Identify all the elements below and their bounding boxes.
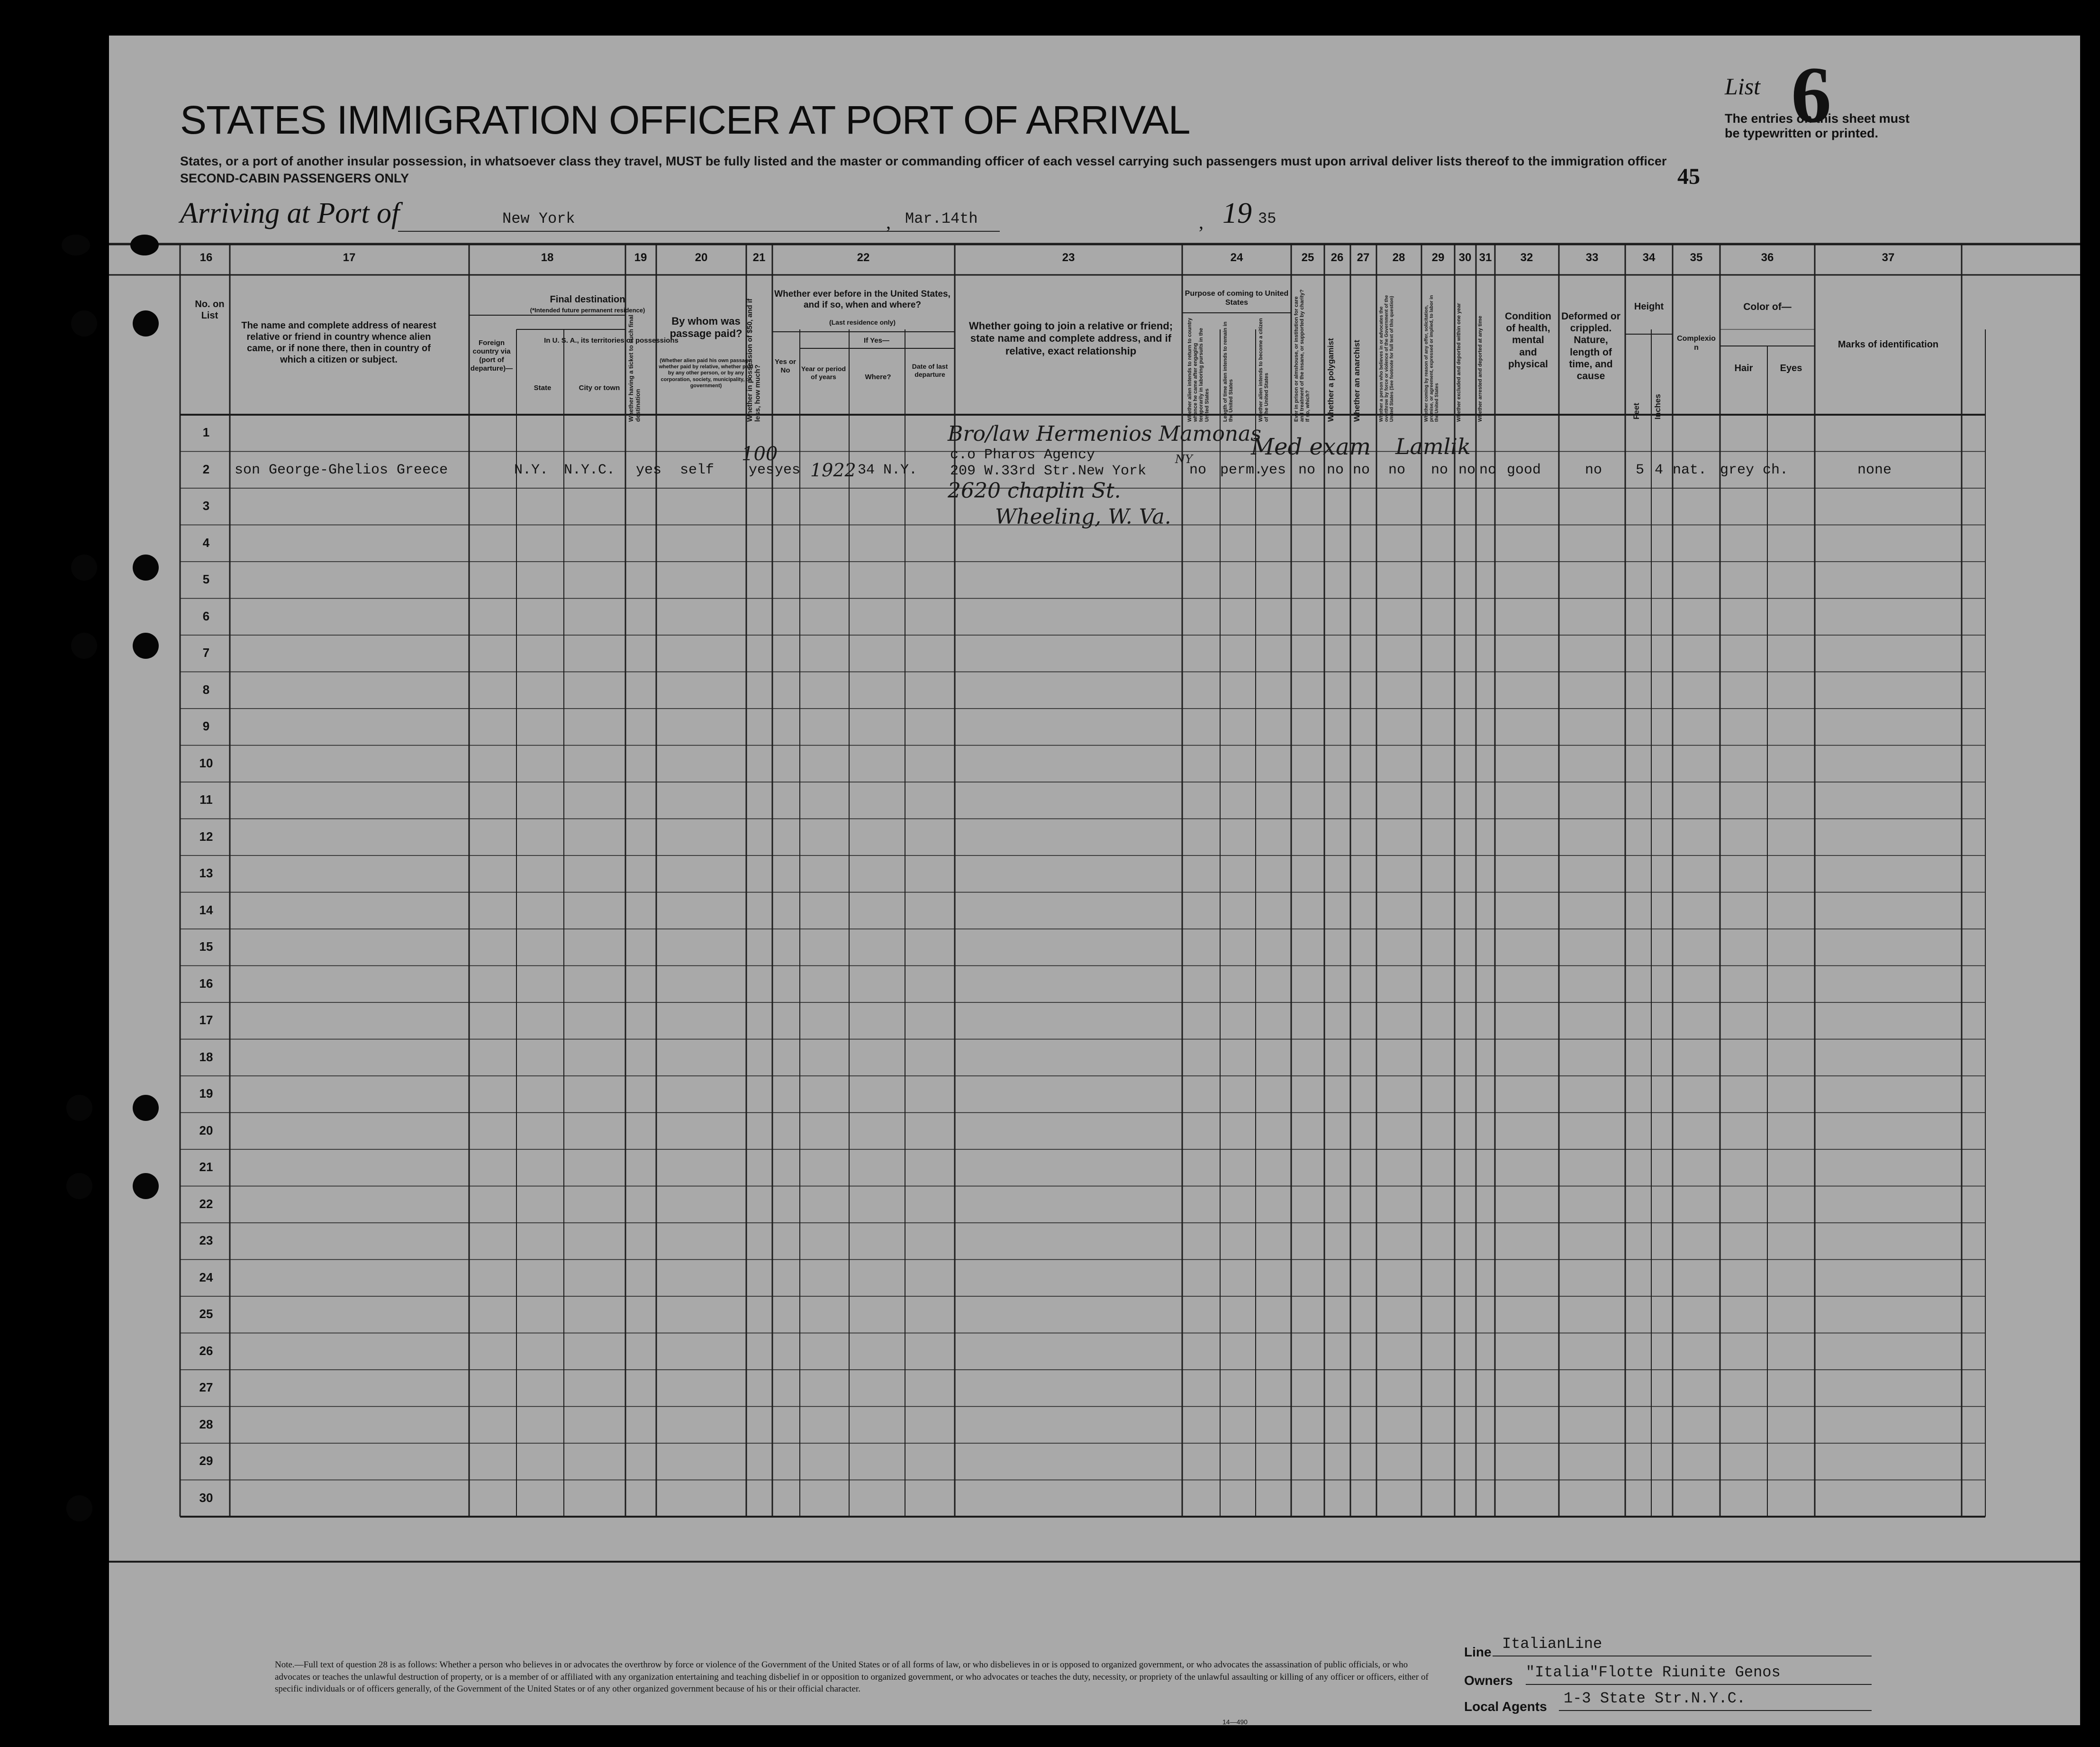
punch-hole (71, 555, 97, 581)
entry-passage-paid: self (680, 462, 715, 478)
entry-polygamist: no (1327, 462, 1344, 478)
entry-ticket: yes (636, 462, 662, 478)
header-c26: Whether a polygamist (1326, 338, 1335, 422)
row-number: 24 (199, 1270, 213, 1284)
header-c22-where: Where? (865, 373, 891, 381)
row-number: 8 (202, 682, 210, 697)
agents-value: 1-3 State Str.N.Y.C. (1564, 1690, 1746, 1707)
column-number: 20 (695, 251, 708, 264)
list-number: 6 (1791, 50, 1831, 139)
entry-deported: no (1479, 462, 1497, 478)
line-value: ItalianLine (1502, 1635, 1602, 1653)
row-number: 4 (202, 535, 210, 550)
column-number: 19 (634, 251, 647, 264)
entry-join-hand3: Wheeling, W. Va. (995, 505, 1171, 529)
header-c36-eyes: Eyes (1780, 363, 1802, 373)
column-number: 34 (1642, 251, 1656, 264)
row-number: 10 (199, 755, 213, 770)
header-c22-sub: (Last residence only) (829, 318, 896, 326)
list-note-line2: be typewritten or printed. (1725, 126, 1879, 141)
punch-hole (66, 1495, 92, 1521)
header-c32: Condition of health, mental and physical (1505, 311, 1551, 370)
header-c36: Color of— (1743, 301, 1792, 312)
row-number: 19 (199, 1086, 213, 1101)
row-number: 20 (199, 1123, 213, 1137)
header-c18-top: Final destination (550, 294, 625, 305)
row-number: 2 (202, 462, 210, 476)
column-number: 23 (1062, 251, 1075, 264)
header-c22-ifyes: If Yes— (864, 337, 889, 345)
header-c24-b: Length of time alien intends to remain in the United States (1222, 321, 1234, 422)
column-number: 21 (752, 251, 766, 264)
punch-hole (66, 1095, 92, 1121)
header-c22-year: Year or period of years (801, 365, 846, 381)
header-c24-top: Purpose of coming to United States (1185, 290, 1289, 307)
entry-city: N.Y.C. (564, 462, 616, 478)
punch-hole (133, 633, 159, 659)
header-c18-city: City or town (579, 384, 620, 392)
port-value: New York (502, 210, 575, 227)
column-number: 17 (343, 251, 356, 264)
header-c19: Whether having a ticket to such final destination (627, 314, 642, 422)
entry-before-where: 34 N.Y. (858, 462, 918, 478)
year-prefix: 19 (1222, 197, 1252, 229)
row-number: 16 (199, 976, 213, 991)
subtitle-line1: States, or a port of another insular possession, in whatsoever class they travel, MUST be fully listed and the master or commanding officer of each vessel carrying such passengers must upon arrival deliver lists thereof to the immigration officer (180, 154, 1667, 168)
row-number: 9 (202, 719, 210, 733)
manifest-sheet (109, 36, 2080, 1725)
header-c20: By whom was passage paid? (670, 315, 742, 340)
form-number: 14—490 (1222, 1718, 1248, 1725)
entry-height-feet: 5 (1636, 462, 1645, 478)
header-c18-state: State (534, 384, 552, 392)
row-number: 15 (199, 939, 213, 954)
entry-purpose-length: perm. (1220, 462, 1263, 478)
page-title: STATES IMMIGRATION OFFICER AT PORT OF ARRIVAL (180, 98, 1190, 142)
row-number: 28 (199, 1417, 213, 1431)
column-number: 35 (1690, 251, 1703, 264)
entry-join-typed1: c.o Pharos Agency (950, 447, 1095, 463)
header-c16: No. on List (195, 299, 225, 321)
header-c31: Whether arrested and deported at any time (1477, 316, 1483, 422)
year-suffix: 35 (1258, 210, 1276, 227)
row-number: 11 (199, 792, 213, 807)
entry-q28-hand: Lamlik (1395, 434, 1471, 459)
header-c34: Height (1634, 301, 1664, 312)
footnote: Note.—Full text of question 28 is as follows: Whether a person who believes in or advocates the overthrow by force or violence of the Government of the United States or of all forms of law, or who disbelieves in or is opposed to organized government, or who advocates the assassination of public officials, or who advocates or teaches the unlawful destruction of property, or is a member of or affiliated with any organization entertaining and teaching disbelief in or opposition to organized government, or who advocates or teaches the duty, necessity, or propriety of the unlawful assaulting or killing of any officer or officers, either of specific individuals or of officers generally, of the Government of the United States or of any other organized government because of his or their official character. (275, 1660, 1429, 1694)
header-c23: Whether going to join a relative or friend; state name and complete address, and if relative, exact relationship (969, 320, 1173, 357)
entry-join-typed2: 209 W.33rd Str.New York (950, 463, 1147, 479)
row-number: 30 (199, 1490, 213, 1505)
header-c18-sub: (*Intended future permanent residence) (530, 307, 645, 314)
punch-hole (66, 1173, 92, 1199)
comma: , (886, 211, 891, 233)
row-number: 12 (199, 829, 213, 844)
header-c36-hair: Hair (1734, 363, 1753, 373)
entry-state: N.Y. (514, 462, 549, 478)
header-c22-yesno: Yes or No (774, 358, 797, 374)
row-number: 7 (202, 646, 210, 660)
owners-rule (1526, 1684, 1872, 1685)
owners-label: Owners (1464, 1673, 1513, 1688)
punch-hole (71, 310, 97, 337)
header-c37: Marks of identification (1838, 339, 1939, 350)
row-number: 27 (199, 1380, 213, 1394)
column-number: 25 (1301, 251, 1314, 264)
punch-hole (133, 310, 159, 337)
entry-anarchist: no (1353, 462, 1370, 478)
column-number: 24 (1230, 251, 1243, 264)
column-number: 33 (1585, 251, 1599, 264)
row-number: 5 (202, 572, 210, 586)
header-c25: Ever in prison or almshouse, or institution for care and treatment of the insane, or supported by charity? If so, which? (1294, 289, 1311, 422)
table-grid (109, 36, 2080, 1725)
row-number: 18 (199, 1049, 213, 1064)
entry-join-hand2: 2620 chaplin St. (948, 479, 1121, 503)
header-c17: The name and complete address of nearest relative or friend in country whence alien came, or if none there, then in country of which a citizen or subject. (241, 320, 436, 365)
subtitle-line2: SECOND-CABIN PASSENGERS ONLY (180, 171, 409, 185)
column-number: 32 (1520, 251, 1533, 264)
header-c33: Deformed or crippled. Nature, length of time, and cause (1561, 311, 1620, 382)
entry-before-yesno: yes (775, 462, 801, 478)
date-value: Mar.14th (905, 210, 978, 227)
entry-purpose-return: no (1189, 462, 1207, 478)
header-c18-foreign: Foreign country via (port of departure)— (470, 339, 513, 373)
entry-nearest-relative: son George-Ghelios Greece (235, 462, 448, 478)
row-number: 29 (199, 1454, 213, 1468)
column-number: 36 (1761, 251, 1774, 264)
header-c29: Whether coming by reason of any offer, solicitation, promise, or agreement, expressed or implied, to labor in the United States (1424, 295, 1439, 422)
entry-purpose-citizen: yes (1260, 462, 1286, 478)
punch-hole (133, 1173, 159, 1199)
entry-hair-eyes: grey ch. (1720, 462, 1789, 478)
punch-hole (130, 235, 159, 255)
punch-hole (71, 633, 97, 659)
entry-height-inches: 4 (1655, 462, 1664, 478)
row-number: 6 (202, 609, 210, 623)
row-number: 25 (199, 1307, 213, 1321)
list-note-line1: The entries on this sheet must (1725, 111, 1910, 126)
entry-money-hand: 100 (742, 443, 778, 465)
row-number: 23 (199, 1233, 213, 1247)
column-number: 16 (199, 251, 213, 264)
row-number: 21 (199, 1160, 213, 1174)
header-c27: Whether an anarchist (1352, 340, 1361, 422)
owners-value: "Italia"Flotte Riunite Genos (1526, 1664, 1781, 1681)
row-number: 22 (199, 1196, 213, 1211)
header-c22-date: Date of last departure (912, 363, 948, 378)
column-number: 27 (1357, 251, 1370, 264)
entry-purpose-hand: Med exam (1251, 434, 1371, 460)
header-c28: Whether a person who believes in or advocates the overthrow by force or violence of the Government of the United States (See footnote for full text of this question) (1379, 295, 1394, 422)
entry-join-hand1: Bro/law Hermenios Mamonas (948, 422, 1261, 446)
row-number: 1 (202, 425, 210, 439)
entry-health: good (1507, 462, 1541, 478)
header-c22-top: Whether ever before in the United States, and if so, when and where? (774, 289, 950, 310)
entry-complexion: nat. (1673, 462, 1707, 478)
column-number: 26 (1331, 251, 1344, 264)
header-c24-a: Whether alien intends to return to country whence he came after engaging temporarily in laboring pursuits in the United States (1187, 318, 1210, 422)
header-c35: Complexion (1677, 335, 1716, 352)
header-c18-usa: In U. S. A., its territories or possessions (544, 337, 679, 345)
column-number: 37 (1882, 251, 1895, 264)
row-number: 14 (199, 902, 213, 917)
list-label: List (1725, 73, 1761, 100)
comma-2: , (1199, 211, 1204, 233)
entry-excluded: no (1458, 462, 1476, 478)
column-number: 29 (1431, 251, 1445, 264)
column-number: 31 (1479, 251, 1492, 264)
entry-money: yes (749, 462, 775, 478)
entry-q28: no (1388, 462, 1406, 478)
row-number: 26 (199, 1343, 213, 1358)
header-c21: Whether in possession of $50, and if less, how much? (746, 298, 762, 422)
page-number: 45 (1677, 164, 1700, 189)
arriving-label: Arriving at Port of (180, 197, 400, 229)
row-number: 17 (199, 1013, 213, 1027)
row-number: 13 (199, 866, 213, 880)
agents-rule (1559, 1710, 1872, 1711)
entry-labor-offer: no (1431, 462, 1448, 478)
column-number: 22 (857, 251, 870, 264)
agents-label: Local Agents (1464, 1699, 1547, 1714)
punch-hole (62, 235, 90, 255)
header-c30: Whether excluded and deported within one year (1456, 303, 1462, 422)
entry-before-year: 1922 (810, 460, 856, 481)
line-label: Line (1464, 1645, 1492, 1659)
header-c24-c: Whether alien intends to become a citizen of the United States (1258, 318, 1270, 422)
column-number: 30 (1458, 251, 1472, 264)
column-number: 28 (1392, 251, 1405, 264)
entry-marks: none (1857, 462, 1892, 478)
header-c34-feet: Feet (1632, 403, 1641, 419)
header-c34-inches: Inches (1653, 394, 1662, 419)
entry-deformed: no (1585, 462, 1602, 478)
entry-prison: no (1298, 462, 1316, 478)
column-number: 18 (541, 251, 554, 264)
punch-hole (133, 1095, 159, 1121)
row-number: 3 (202, 499, 210, 513)
entry-join-ny: NY (1175, 453, 1193, 466)
punch-hole (133, 555, 159, 581)
header-c20-note: (Whether alien paid his own passage, whether paid by relative, whether paid by any other person, or by any corporation, society, municipality, or government) (659, 358, 753, 389)
